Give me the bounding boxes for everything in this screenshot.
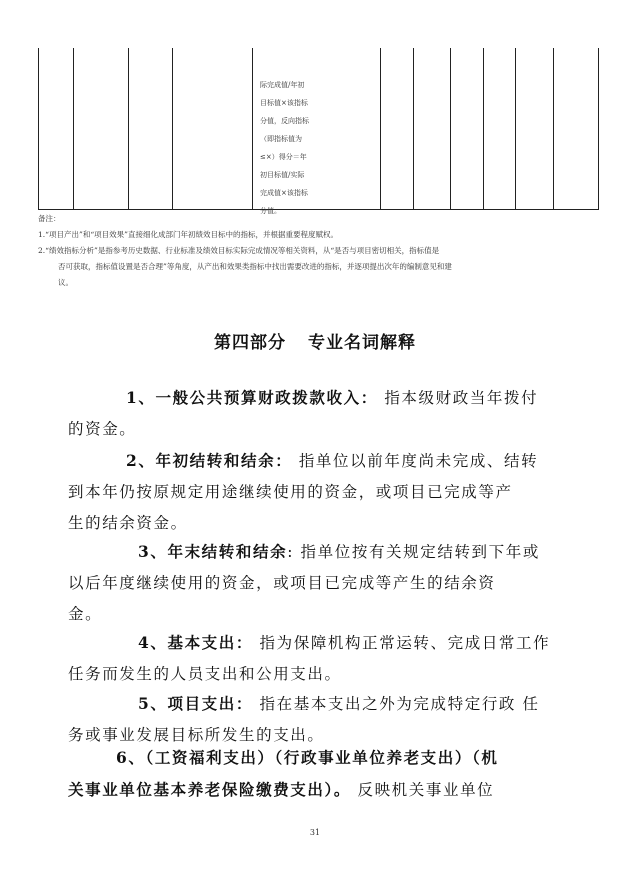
- term-label: 2、年初结转和结余: [126, 451, 276, 470]
- term-label: 6、（工资福利支出）（行政事业单位养老支出）（机: [116, 748, 499, 767]
- note-item-continued: 否可获取，指标值设置是否合理”等角度，从产出和效果类指标中找出需要改进的指标，并逐项提出次年的编制意见和建: [58, 262, 452, 271]
- table-column-divider: [553, 48, 554, 210]
- term-label: 3、年末结转和结余: [138, 542, 288, 561]
- page-number: 31: [309, 828, 321, 837]
- cell-line: 初目标值/实际: [260, 171, 305, 179]
- cell-line: 分值，反向指标: [260, 117, 309, 125]
- cell-line: ≤×）得分＝年: [260, 153, 307, 161]
- term-separator: ：: [235, 694, 253, 713]
- term-definition: 的资金。: [68, 420, 137, 438]
- notes-block: [38, 211, 598, 291]
- notes-title: 备注：: [38, 214, 61, 223]
- cell-line: 完成值×该指标: [260, 189, 308, 197]
- cell-line: （即指标值为: [260, 135, 302, 143]
- term-label: 5、项目支出: [138, 694, 236, 713]
- table-column-divider: [413, 48, 414, 210]
- table-border: [38, 48, 39, 210]
- note-item: 2.“绩效指标分析”是指参考历史数据、行业标准及绩效目标实际完成情况等相关资料，从“是否与项目密切相关，指标值是: [38, 246, 440, 255]
- term-definition: 到本年仍按原规定用途继续使用的资金，或项目已完成等产: [68, 483, 513, 501]
- term-separator: ：: [360, 388, 378, 407]
- cell-line: 目标值×该指标: [260, 99, 308, 107]
- term-2: [68, 445, 539, 539]
- note-item: 1.“项目产出”和“项目效果”直接细化成部门年初绩效目标中的指标，并根据重要程度赋权。: [38, 230, 338, 239]
- term-3: [68, 536, 540, 630]
- term-definition: 生的结余资金。: [68, 514, 188, 532]
- section-heading: [0, 328, 630, 353]
- section-title: 专业名词解释: [308, 333, 416, 353]
- cell-line: 际完成值/年初: [260, 81, 305, 89]
- note-item-continued: 议。: [58, 278, 73, 287]
- term-definition: 指本级财政当年拨付: [384, 389, 539, 407]
- table-column-divider: [515, 48, 516, 210]
- term-definition: 以后年度继续使用的资金，或项目已完成等产生的结余资: [68, 574, 496, 592]
- term-definition: 任务而发生的人员支出和公用支出。: [68, 665, 342, 683]
- section-part: 第四部分: [214, 333, 286, 353]
- table-cell-formula: [260, 76, 322, 220]
- table-column-divider: [252, 48, 253, 210]
- cell-line: 分值。: [260, 207, 281, 215]
- term-definition: 金。: [68, 605, 103, 623]
- term-label-continued: 关事业单位基本养老保险缴费支出）。: [68, 780, 351, 799]
- term-separator: ：: [275, 451, 293, 470]
- table-column-divider: [450, 48, 451, 210]
- table-column-divider: [128, 48, 129, 210]
- term-definition: 指在基本支出之外为完成特定行政 任: [259, 695, 540, 713]
- term-separator: ：: [235, 633, 253, 652]
- term-definition: 指单位以前年度尚未完成、结转: [298, 452, 539, 470]
- term-1: [68, 382, 539, 445]
- term-4: [68, 627, 551, 690]
- table-column-divider: [380, 48, 381, 210]
- term-6: [68, 742, 530, 806]
- table-column-divider: [483, 48, 484, 210]
- term-definition: 反映机关事业单位: [357, 781, 495, 799]
- table-border: [598, 48, 599, 210]
- term-label: 4、基本支出: [138, 633, 236, 652]
- term-definition: 指单位按有关规定结转到下年或: [300, 543, 540, 561]
- term-definition: 指为保障机构正常运转、完成日常工作: [259, 634, 551, 652]
- table-column-divider: [73, 48, 74, 210]
- term-label: 1、一般公共预算财政拨款收入: [126, 388, 361, 407]
- term-separator: :: [287, 543, 295, 561]
- table-column-divider: [172, 48, 173, 210]
- term-definition: 务或事业发展目标所发生的支出。: [68, 726, 325, 744]
